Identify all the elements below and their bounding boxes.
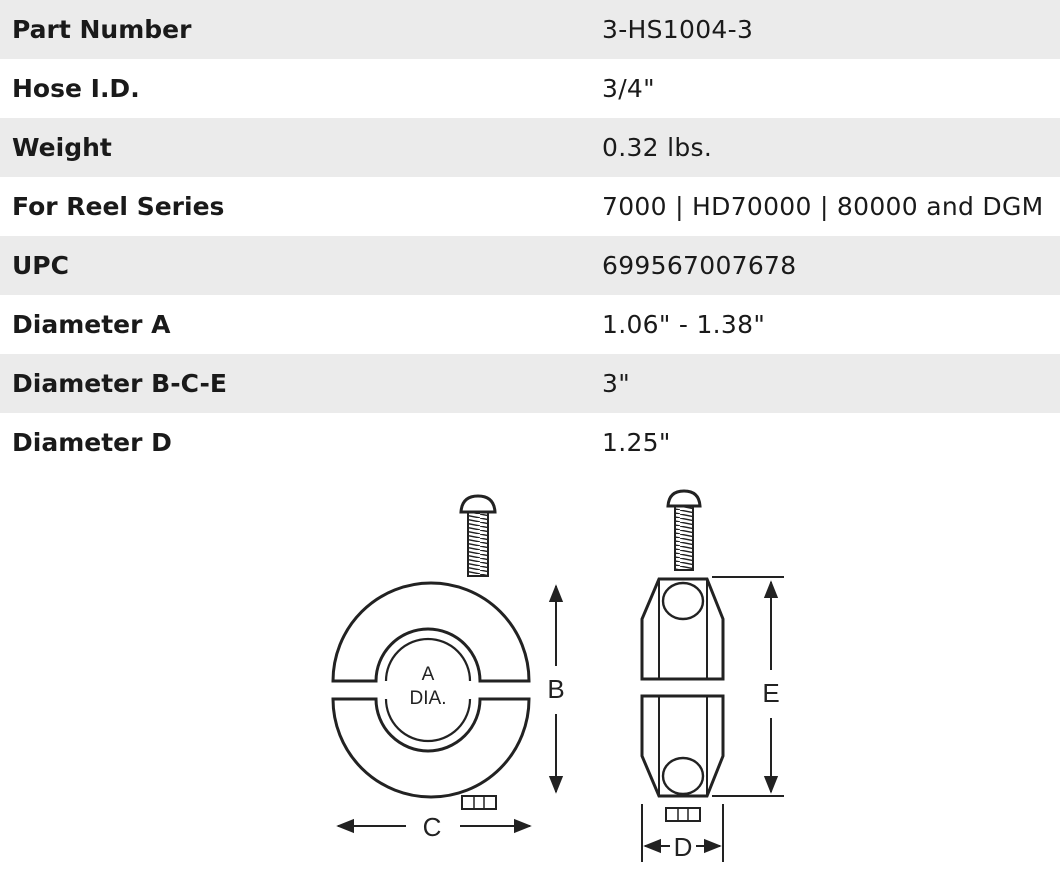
spec-row-weight bbox=[0, 118, 1060, 177]
front-view bbox=[333, 496, 529, 809]
spec-value: 0.32 lbs. bbox=[602, 133, 713, 162]
spec-label: Weight bbox=[12, 133, 112, 162]
spec-row-upc bbox=[0, 236, 1060, 295]
label-e: E bbox=[762, 678, 780, 708]
spec-label: Hose I.D. bbox=[12, 74, 140, 103]
spec-label: Diameter B-C-E bbox=[12, 369, 227, 398]
spec-label: Diameter D bbox=[12, 428, 172, 457]
spec-label: Diameter A bbox=[12, 310, 171, 339]
side-view bbox=[642, 491, 723, 821]
technical-drawing bbox=[0, 474, 1060, 872]
spec-row-reel-series bbox=[0, 177, 1060, 236]
label-dia: DIA. bbox=[409, 688, 447, 709]
front-screw bbox=[461, 496, 495, 576]
spec-value: 699567007678 bbox=[602, 251, 797, 280]
spec-label: Part Number bbox=[12, 15, 192, 44]
hose-stop-diagram bbox=[0, 474, 1060, 872]
spec-row-hose-id bbox=[0, 59, 1060, 118]
spec-label: UPC bbox=[12, 251, 69, 280]
label-c: C bbox=[422, 812, 442, 842]
side-screw bbox=[668, 491, 700, 570]
label-d: D bbox=[673, 832, 693, 862]
spec-row-diameter-a bbox=[0, 295, 1060, 354]
spec-value: 7000 | HD70000 | 80000 and DGM bbox=[602, 192, 1044, 221]
label-b: B bbox=[547, 674, 565, 704]
spec-value: 3-HS1004-3 bbox=[602, 15, 754, 44]
spec-row-part-number bbox=[0, 0, 1060, 59]
spec-label: For Reel Series bbox=[12, 192, 225, 221]
clamp-bottom-half bbox=[333, 699, 529, 797]
spec-row-diameter-bce bbox=[0, 354, 1060, 413]
front-nut bbox=[462, 796, 496, 809]
spec-row-diameter-d bbox=[0, 413, 1060, 472]
spec-value: 3/4" bbox=[602, 74, 655, 103]
spec-value: 1.25" bbox=[602, 428, 671, 457]
label-a: A bbox=[421, 664, 435, 685]
spec-value: 3" bbox=[602, 369, 631, 398]
spec-value: 1.06" - 1.38" bbox=[602, 310, 766, 339]
